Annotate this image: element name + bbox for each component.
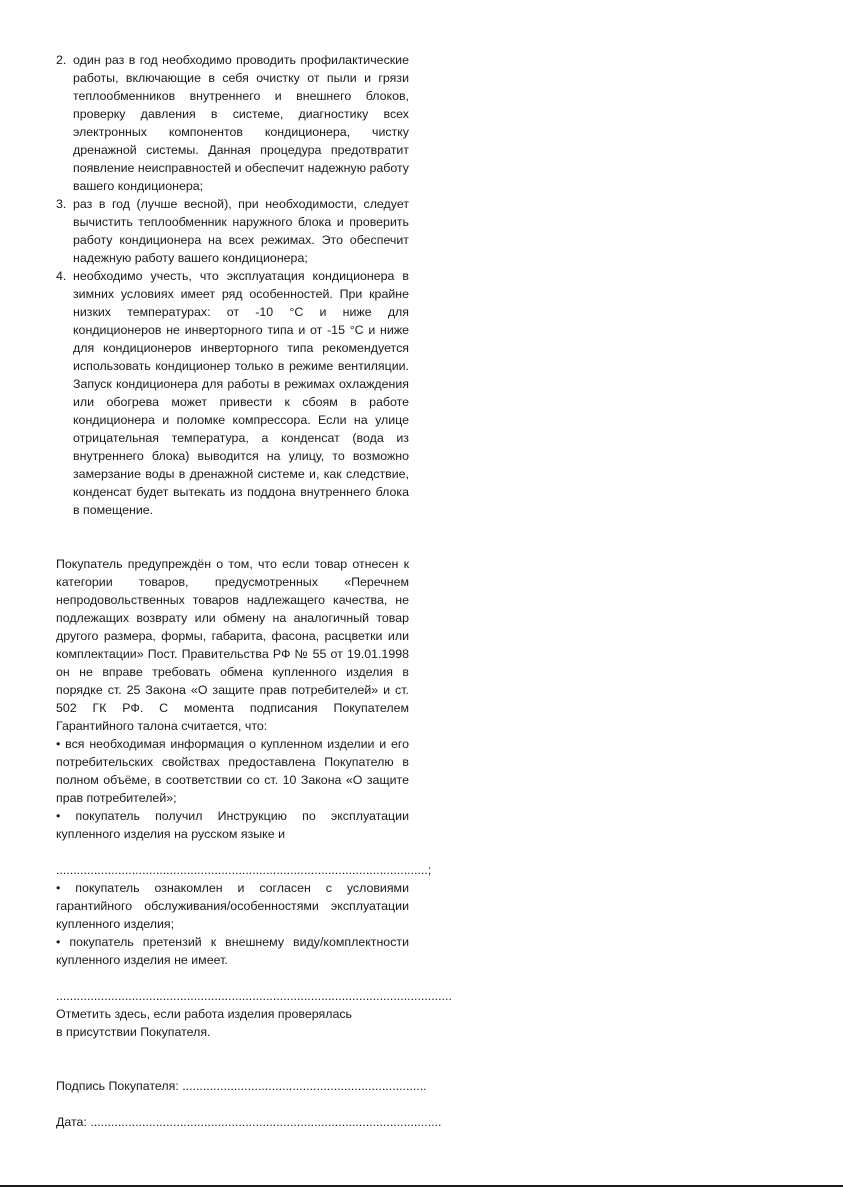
date-dots: ...................................................................................................... — [90, 1115, 442, 1129]
signature-dots: ....................................................................... — [182, 1079, 427, 1093]
notice-intro: Покупатель предупреждён о том, что если товар отнесен к категории товаров, предусмотренных «Перечнем непродовольственных товаров надлежащего качества, не подлежащих возврату или обмену на аналогичный товар другого размера, формы, габарита, фасона, расцветки или комплектации» Пост. Правительства РФ № 55 от 19.01.1998 он не вправе требовать обмена купленного изделия в порядке ст. 25 Закона «О защите прав потребителей» и ст. 502 ГК РФ. С момента подписания Покупателем Гарантийного талона считается, что: — [56, 557, 409, 733]
notice-bullet-claims: • покупатель претензий к внешнему виду/комплектности купленного изделия не имеет. — [56, 935, 409, 967]
list-item-text: необходимо учесть, что эксплуатация кондиционера в зимних условиях имеет ряд особенностей. При крайне низких температурах: от -10 °C и ниже для кондиционеров не инверторного типа и от -15 °C и ниже для кондиционеров инверторного типа рекомендуется использовать кондиционер только в режиме вентиляции. Запуск кондиционера для работы в режимах охлаждения или обогрева может привести к сбоям в работе кондиционера и поломке компрессора. Если на улице отрицательная температура, а конденсат (вода из внутреннего блока) выводится на улицу, то возможно замерзание воды в дренажной системе и, как следствие, конденсат будет вытекать из поддона внутреннего блока в помещение. — [73, 269, 409, 517]
page-column — [56, 51, 452, 1131]
list-item — [56, 267, 409, 519]
list-item-number: 4. — [56, 269, 67, 283]
notice-bullet-instruction: • покупатель получил Инструкцию по эксплуатации купленного изделия на русском языке и — [56, 809, 409, 841]
date-label: Дата: — [56, 1115, 91, 1129]
check-label-line1: Отметить здесь, если работа изделия проверялась — [56, 1007, 352, 1021]
notice-bullet-info: • вся необходимая информация о купленном изделии и его потребительских свойствах предоставлена Покупателю в полном объёме, в соответствии со ст. 10 Закона «О защите прав потребителей»; — [56, 737, 409, 805]
notice-bullet-conditions: • покупатель ознакомлен и согласен с условиями гарантийного обслуживания/особенностями эксплуатации купленного изделия; — [56, 881, 409, 931]
list-item-text: раз в год (лучше весной), при необходимости, следует вычистить теплообменник наружного блока и проверить работу кондиционера на всех режимах. Это обеспечит надежную работу вашего кондиционера; — [73, 197, 409, 265]
signature-label: Подпись Покупателя: — [56, 1079, 183, 1093]
list-item — [56, 195, 409, 267]
check-mark-line[interactable]: ................................................................................................................... — [56, 989, 452, 1003]
list-item-number: 2. — [56, 53, 67, 67]
maintenance-list — [56, 51, 409, 519]
list-item — [56, 51, 409, 195]
page-bottom-rule — [0, 1185, 843, 1187]
list-item-number: 3. — [56, 197, 67, 211]
list-item-text: один раз в год необходимо проводить профилактические работы, включающие в себя очистку от пыли и грязи теплообменников внутреннего и внешнего блоков, проверку давления в системе, диагностику всех электронных компонентов кондиционера, чистку дренажной системы. Данная процедура предотвратит появление неисправностей и обеспечит надежную работу вашего кондиционера; — [73, 53, 409, 193]
buyer-signature-field[interactable] — [56, 1077, 427, 1095]
date-field[interactable] — [56, 1113, 442, 1131]
instruction-fill-line[interactable]: ............................................................................................................; — [56, 863, 432, 877]
check-label-line2: в присутствии Покупателя. — [56, 1025, 211, 1039]
